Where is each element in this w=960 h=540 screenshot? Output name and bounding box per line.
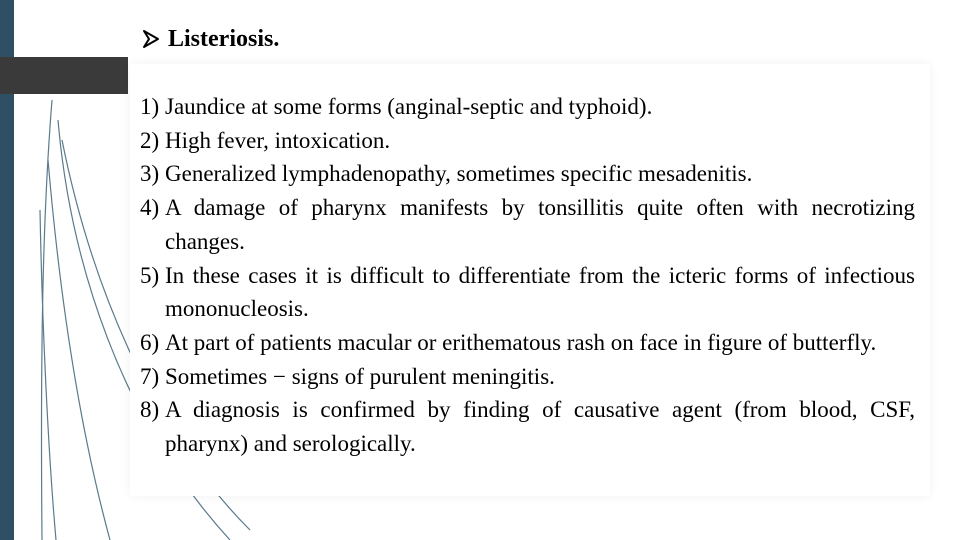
list-item [140,393,915,460]
list-item-number: 4) [140,195,160,221]
list-item-number: 5) [140,262,160,288]
list-item-text: In these cases it is difficult to differentiate from the icteric forms of infectious mononucleosis. [165,262,915,322]
slide-tab-marker [0,57,128,94]
list-item-number: 1) [140,94,160,119]
list-item [140,124,915,158]
list-item-text: At part of patients macular or erithematous rash on face in figure of butterfly. [165,329,877,355]
list-item-text: Jaundice at some forms (anginal-septic and typhoid). [165,94,653,119]
arrow-bullet-icon [142,29,160,49]
symptom-list [140,90,915,461]
slide-title-text: Listeriosis. [168,26,280,52]
list-item-number: 6) [140,329,160,355]
list-item-number: 3) [140,161,160,187]
list-item [140,360,915,394]
list-item [140,259,915,326]
list-item-text: A damage of pharynx manifests by tonsillitis quite often with necrotizing changes. [165,195,915,254]
list-item [140,90,915,124]
list-item-number: 2) [140,127,160,153]
list-item [140,326,915,360]
slide-title [142,22,279,56]
list-item [140,157,915,191]
list-item-text: A diagnosis is confirmed by finding of causative agent (from blood, CSF, pharynx) and serologically. [165,397,915,457]
list-item-text: High fever, intoxication. [165,127,391,153]
list-item-text: Sometimes − signs of purulent meningitis. [165,363,555,389]
list-item-text: Generalized lymphadenopathy, sometimes specific mesadenitis. [165,161,753,187]
list-item [140,191,915,258]
list-item-number: 7) [140,363,160,389]
list-item-number: 8) [140,397,160,423]
